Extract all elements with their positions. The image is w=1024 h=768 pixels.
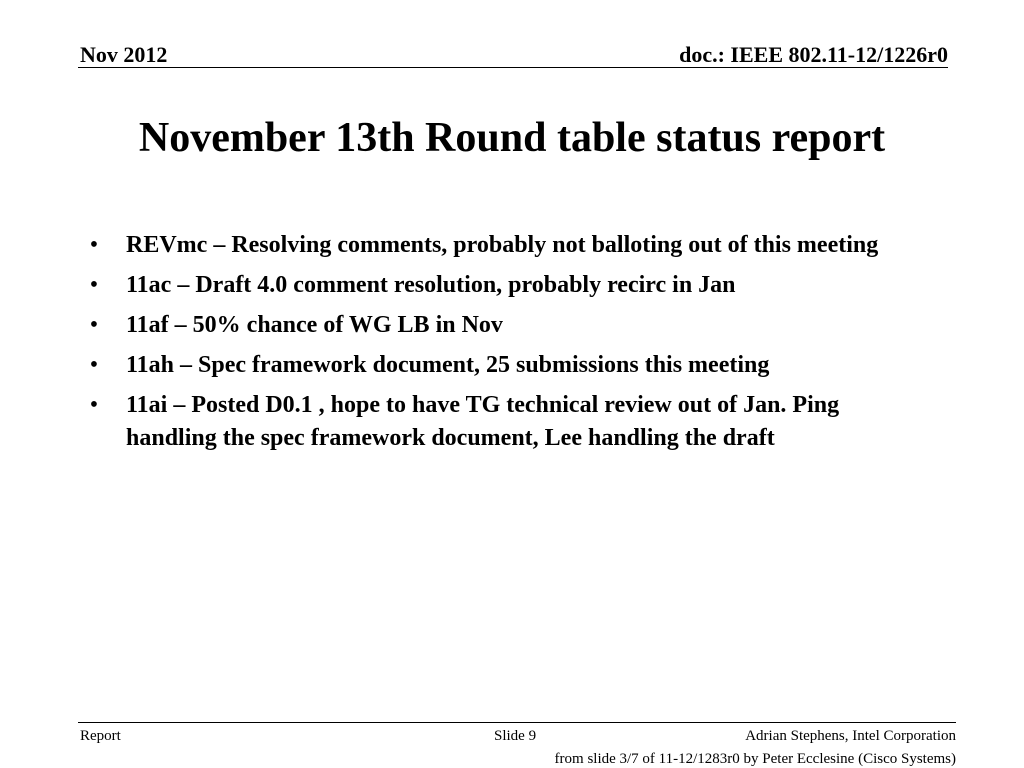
slide-number: Slide 9 [494,728,537,744]
bullet-text: 11ai – Posted D0.1 , hope to have TG technical review out of Jan. Ping handling the spec framework document, Lee handling the draft [126,392,840,451]
bullet-text: 11af – 50% chance of WG LB in Nov [126,312,503,338]
bullet-text: 11ac – Draft 4.0 comment resolution, probably recirc in Jan [126,272,736,298]
footer-source-note: from slide 3/7 of 11-12/1283r0 by Peter Ecclesine (Cisco Systems) [554,751,956,767]
footer-author: Adrian Stephens, Intel Corporation [745,728,956,744]
bullet-icon: • [89,272,99,298]
bullet-item [84,269,934,302]
slide-title: November 13th Round table status report [138,115,886,161]
header-doc-id: doc.: IEEE 802.11-12/1226r0 [679,42,948,67]
header-divider [78,67,948,68]
bullet-icon: • [89,352,99,378]
bullet-icon: • [89,312,99,338]
header-date: Nov 2012 [80,42,168,67]
bullet-item [84,349,934,382]
bullet-item [84,229,934,262]
footer-label: Report [80,728,121,744]
footer-divider [78,722,956,723]
bullet-list [84,229,934,462]
bullet-icon: • [89,232,99,258]
bullet-item [84,389,934,455]
bullet-icon: • [89,392,99,418]
bullet-text: 11ah – Spec framework document, 25 submissions this meeting [126,352,770,378]
bullet-text: REVmc – Resolving comments, probably not balloting out of this meeting [126,232,879,258]
bullet-item [84,309,934,342]
